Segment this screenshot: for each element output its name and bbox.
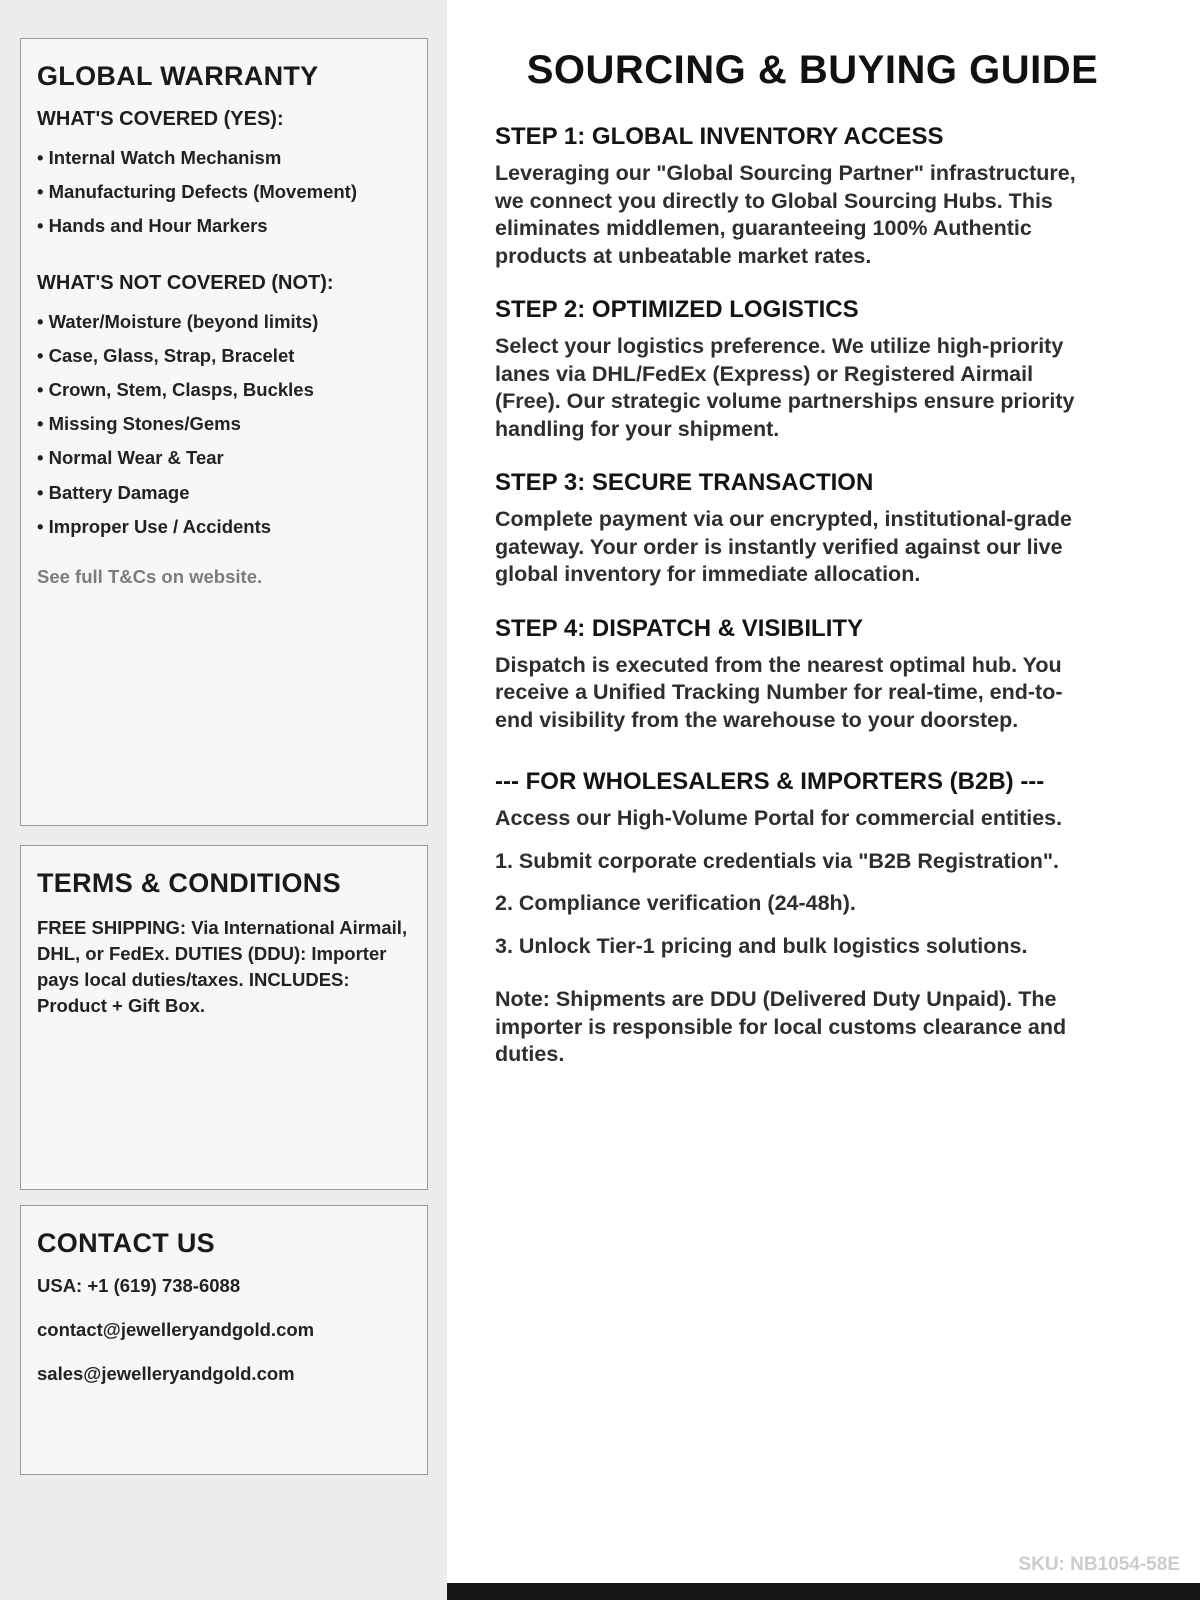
step-3-section — [495, 469, 1130, 589]
warranty-not-covered-item: • Case, Glass, Strap, Bracelet — [37, 345, 411, 367]
contact-phone: USA: +1 (619) 738-6088 — [37, 1275, 241, 1296]
main-content — [447, 0, 1200, 1600]
b2b-item: 1. Submit corporate credentials via "B2B Registration". — [495, 848, 1060, 873]
contact-panel — [20, 1205, 428, 1475]
step-3-body: Complete payment via our encrypted, institutional-grade gateway. Your order is instantly verified against our live global inventory for immediate allocation. — [495, 507, 1073, 587]
warranty-not-covered-item: • Crown, Stem, Clasps, Buckles — [37, 379, 411, 401]
page-title: SOURCING & BUYING GUIDE — [526, 48, 1099, 92]
warranty-covered-heading: WHAT'S COVERED (YES): — [37, 108, 284, 130]
warranty-not-covered-item: • Normal Wear & Tear — [37, 447, 411, 469]
b2b-item: 2. Compliance verification (24-48h). — [495, 891, 856, 916]
terms-panel — [20, 845, 428, 1190]
warranty-footnote: See full T&Cs on website. — [37, 565, 263, 587]
terms-title: TERMS & CONDITIONS — [37, 868, 341, 898]
warranty-covered-item: • Manufacturing Defects (Movement) — [37, 181, 411, 203]
step-2-section — [495, 296, 1130, 443]
step-2-heading: STEP 2: OPTIMIZED LOGISTICS — [495, 296, 859, 324]
step-1-heading: STEP 1: GLOBAL INVENTORY ACCESS — [495, 123, 944, 150]
warranty-covered-item: • Internal Watch Mechanism — [37, 147, 411, 169]
b2b-note: Note: Shipments are DDU (Delivered Duty Unpaid). The importer is responsible for local customs clearance and duties. — [495, 987, 1067, 1067]
step-1-section — [495, 123, 1130, 270]
step-2-body: Select your logistics preference. We utilize high-priority lanes via DHL/FedEx (Express) or Registered Airmail (Free). Our strategic volume partnerships ensure priority handling for your shipment. — [495, 334, 1075, 441]
terms-body: FREE SHIPPING: Via International Airmail, DHL, or FedEx. DUTIES (DDU): Importer pays local duties/taxes. INCLUDES: Product + Gift Box. — [37, 917, 408, 1016]
b2b-intro: Access our High-Volume Portal for commercial entities. — [495, 806, 1063, 831]
warranty-panel — [20, 38, 428, 826]
step-4-section — [495, 615, 1130, 735]
step-1-body: Leveraging our "Global Sourcing Partner" infrastructure, we connect you directly to Global Sourcing Hubs. This eliminates middlemen, guaranteeing 100% Authentic products at unbeatable market rates. — [495, 161, 1076, 268]
warranty-not-covered-heading: WHAT'S NOT COVERED (NOT): — [37, 271, 334, 294]
warranty-not-covered-item: • Battery Damage — [37, 482, 411, 504]
warranty-covered-list — [37, 147, 411, 238]
contact-title: CONTACT US — [37, 1228, 215, 1258]
step-3-heading: STEP 3: SECURE TRANSACTION — [495, 469, 874, 497]
sku-label: SKU: NB1054-58E — [1018, 1554, 1180, 1575]
step-4-body: Dispatch is executed from the nearest optimal hub. You receive a Unified Tracking Number for real-time, end-to-end visibility from the warehouse to your doorstep. — [495, 652, 1063, 732]
warranty-not-covered-item: • Missing Stones/Gems — [37, 413, 411, 435]
warranty-not-covered-item: • Water/Moisture (beyond limits) — [37, 311, 411, 333]
contact-email-primary: contact@jewelleryandgold.com — [37, 1319, 315, 1340]
b2b-heading: --- FOR WHOLESALERS & IMPORTERS (B2B) --- — [495, 768, 1045, 796]
warranty-not-covered-item: • Improper Use / Accidents — [37, 516, 411, 538]
sidebar — [0, 0, 447, 1600]
b2b-item: 3. Unlock Tier-1 pricing and bulk logistics solutions. — [495, 933, 1028, 958]
warranty-covered-item: • Hands and Hour Markers — [37, 215, 411, 237]
warranty-not-covered-list — [37, 311, 411, 538]
warranty-title: GLOBAL WARRANTY — [37, 61, 319, 91]
footer-bar — [447, 1583, 1200, 1600]
step-4-heading: STEP 4: DISPATCH & VISIBILITY — [495, 614, 864, 642]
contact-email-sales: sales@jewelleryandgold.com — [37, 1363, 295, 1384]
b2b-section — [495, 768, 1130, 1069]
